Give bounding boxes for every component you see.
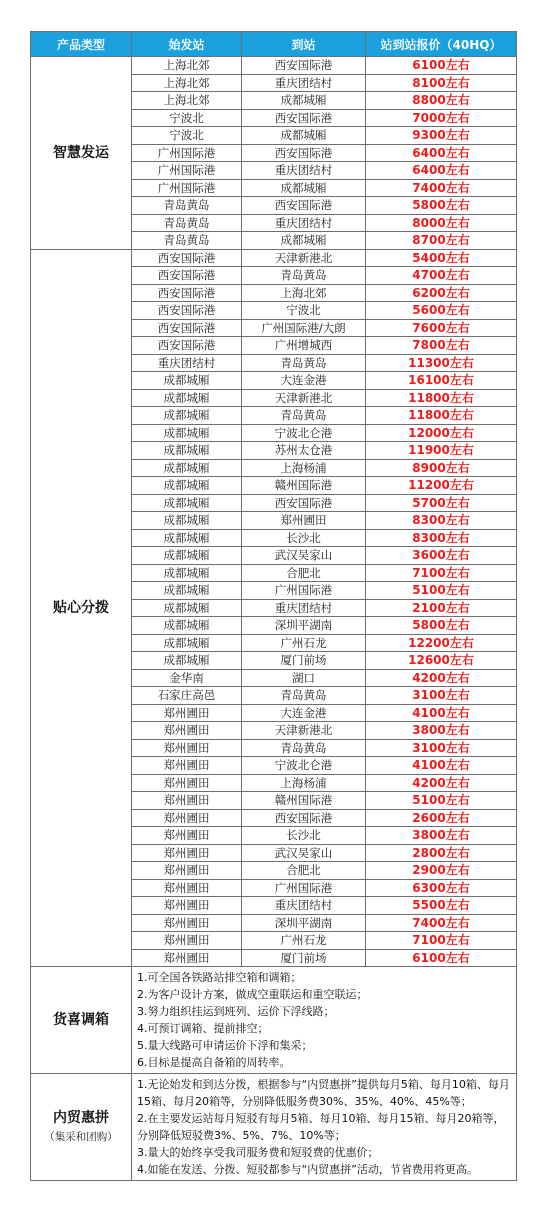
price-table-container <box>30 31 516 1181</box>
destination-cell: 厦门前场 <box>242 949 366 967</box>
destination-cell: 青岛黄岛 <box>242 354 366 372</box>
origin-cell: 郑州圃田 <box>132 897 242 915</box>
price-cell: 12600左右 <box>366 652 517 670</box>
destination-cell: 青岛黄岛 <box>242 267 366 285</box>
price-cell: 8300左右 <box>366 529 517 547</box>
origin-cell: 重庆团结村 <box>132 354 242 372</box>
price-cell: 2900左右 <box>366 862 517 880</box>
price-cell: 7100左右 <box>366 564 517 582</box>
destination-cell: 广州石龙 <box>242 634 366 652</box>
price-cell: 8000左右 <box>366 214 517 232</box>
origin-cell: 广州国际港 <box>132 179 242 197</box>
notes-row <box>31 967 517 1074</box>
destination-cell: 西安国际港 <box>242 57 366 75</box>
origin-cell: 成都城厢 <box>132 652 242 670</box>
origin-cell: 广州国际港 <box>132 144 242 162</box>
price-cell: 8800左右 <box>366 92 517 110</box>
note-line: 4.如能在发送、分拨、短驳都参与“内贸惠拼”活动，节省费用将更高。 <box>137 1163 478 1176</box>
origin-cell: 郑州圃田 <box>132 722 242 740</box>
origin-cell: 广州国际港 <box>132 162 242 180</box>
destination-cell: 长沙北 <box>242 827 366 845</box>
origin-cell: 成都城厢 <box>132 494 242 512</box>
destination-cell: 宁波北仑港 <box>242 424 366 442</box>
destination-cell: 青岛黄岛 <box>242 407 366 425</box>
destination-cell: 上海杨浦 <box>242 459 366 477</box>
origin-cell: 郑州圃田 <box>132 704 242 722</box>
origin-cell: 西安国际港 <box>132 249 242 267</box>
origin-cell: 成都城厢 <box>132 529 242 547</box>
destination-cell: 重庆团结村 <box>242 214 366 232</box>
origin-cell: 成都城厢 <box>132 477 242 495</box>
origin-cell: 郑州圃田 <box>132 949 242 967</box>
price-cell: 8900左右 <box>366 459 517 477</box>
destination-cell: 大连金港 <box>242 704 366 722</box>
destination-cell: 西安国际港 <box>242 197 366 215</box>
origin-cell: 金华南 <box>132 669 242 687</box>
price-cell: 12000左右 <box>366 424 517 442</box>
note-line: 1.可全国各铁路站排空箱和调箱； <box>137 971 302 984</box>
price-cell: 7400左右 <box>366 914 517 932</box>
notes-category-title: 内贸惠拼 <box>53 1109 109 1126</box>
destination-cell: 宁波北仑港 <box>242 757 366 775</box>
destination-cell: 重庆团结村 <box>242 74 366 92</box>
price-cell: 5800左右 <box>366 197 517 215</box>
destination-cell: 上海北郊 <box>242 284 366 302</box>
destination-cell: 西安国际港 <box>242 809 366 827</box>
destination-cell: 西安国际港 <box>242 109 366 127</box>
notes-content <box>132 967 517 1074</box>
origin-cell: 成都城厢 <box>132 389 242 407</box>
header-category: 产品类型 <box>31 32 132 57</box>
price-cell: 2100左右 <box>366 599 517 617</box>
destination-cell: 广州国际港 <box>242 879 366 897</box>
destination-cell: 深圳平湖南 <box>242 617 366 635</box>
destination-cell: 西安国际港 <box>242 494 366 512</box>
destination-cell: 青岛黄岛 <box>242 687 366 705</box>
origin-cell: 郑州圃田 <box>132 862 242 880</box>
destination-cell: 武汉吴家山 <box>242 844 366 862</box>
note-line: 3.量大的始终享受我司服务费和短驳费的优惠价； <box>137 1146 379 1159</box>
price-cell: 6100左右 <box>366 949 517 967</box>
price-cell: 4100左右 <box>366 704 517 722</box>
destination-cell: 郑州圃田 <box>242 512 366 530</box>
price-cell: 5100左右 <box>366 792 517 810</box>
origin-cell: 成都城厢 <box>132 582 242 600</box>
header-price: 站到站报价（40HQ） <box>366 32 517 57</box>
origin-cell: 西安国际港 <box>132 302 242 320</box>
destination-cell: 长沙北 <box>242 529 366 547</box>
price-cell: 16100左右 <box>366 372 517 390</box>
price-cell: 4100左右 <box>366 757 517 775</box>
note-line: 6.目标是提高自备箱的周转率。 <box>137 1056 291 1069</box>
origin-cell: 成都城厢 <box>132 442 242 460</box>
category-cell: 贴心分拨 <box>31 249 132 967</box>
origin-cell: 成都城厢 <box>132 372 242 390</box>
destination-cell: 上海杨浦 <box>242 774 366 792</box>
origin-cell: 上海北郊 <box>132 57 242 75</box>
price-cell: 7600左右 <box>366 319 517 337</box>
destination-cell: 大连金港 <box>242 372 366 390</box>
price-cell: 3800左右 <box>366 722 517 740</box>
destination-cell: 赣州国际港 <box>242 477 366 495</box>
destination-cell: 宁波北 <box>242 302 366 320</box>
origin-cell: 郑州圃田 <box>132 932 242 950</box>
origin-cell: 成都城厢 <box>132 634 242 652</box>
price-cell: 11800左右 <box>366 407 517 425</box>
price-cell: 5100左右 <box>366 582 517 600</box>
note-line: 2.为客户设计方案，做成空重联运和重空联运； <box>137 988 368 1001</box>
origin-cell: 成都城厢 <box>132 547 242 565</box>
table-row <box>31 249 517 267</box>
origin-cell: 西安国际港 <box>132 267 242 285</box>
price-cell: 4200左右 <box>366 774 517 792</box>
price-table <box>30 31 517 1181</box>
origin-cell: 成都城厢 <box>132 617 242 635</box>
notes-content <box>132 1074 517 1181</box>
price-cell: 6400左右 <box>366 144 517 162</box>
origin-cell: 西安国际港 <box>132 319 242 337</box>
origin-cell: 成都城厢 <box>132 407 242 425</box>
price-cell: 2800左右 <box>366 844 517 862</box>
origin-cell: 宁波北 <box>132 109 242 127</box>
price-cell: 8300左右 <box>366 512 517 530</box>
destination-cell: 广州石龙 <box>242 932 366 950</box>
notes-row <box>31 1074 517 1181</box>
table-body <box>31 57 517 1181</box>
price-cell: 6400左右 <box>366 162 517 180</box>
destination-cell: 青岛黄岛 <box>242 739 366 757</box>
price-cell: 5800左右 <box>366 617 517 635</box>
price-cell: 11300左右 <box>366 354 517 372</box>
price-cell: 11200左右 <box>366 477 517 495</box>
origin-cell: 郑州圃田 <box>132 774 242 792</box>
destination-cell: 成都城厢 <box>242 179 366 197</box>
header-origin: 始发站 <box>132 32 242 57</box>
destination-cell: 赣州国际港 <box>242 792 366 810</box>
destination-cell: 成都城厢 <box>242 92 366 110</box>
destination-cell: 合肥北 <box>242 862 366 880</box>
origin-cell: 郑州圃田 <box>132 879 242 897</box>
origin-cell: 成都城厢 <box>132 424 242 442</box>
notes-category-cell <box>31 1074 132 1181</box>
destination-cell: 西安国际港 <box>242 144 366 162</box>
destination-cell: 广州国际港/大朗 <box>242 319 366 337</box>
price-cell: 3600左右 <box>366 547 517 565</box>
origin-cell: 石家庄高邑 <box>132 687 242 705</box>
destination-cell: 厦门前场 <box>242 652 366 670</box>
origin-cell: 青岛黄岛 <box>132 214 242 232</box>
notes-category-cell <box>31 967 132 1074</box>
destination-cell: 广州国际港 <box>242 582 366 600</box>
destination-cell: 成都城厢 <box>242 232 366 250</box>
origin-cell: 郑州圃田 <box>132 844 242 862</box>
destination-cell: 合肥北 <box>242 564 366 582</box>
origin-cell: 郑州圃田 <box>132 757 242 775</box>
price-cell: 2600左右 <box>366 809 517 827</box>
price-cell: 5600左右 <box>366 302 517 320</box>
origin-cell: 成都城厢 <box>132 564 242 582</box>
destination-cell: 湖口 <box>242 669 366 687</box>
price-cell: 6300左右 <box>366 879 517 897</box>
destination-cell: 重庆团结村 <box>242 162 366 180</box>
destination-cell: 武汉吴家山 <box>242 547 366 565</box>
destination-cell: 重庆团结村 <box>242 897 366 915</box>
price-cell: 3100左右 <box>366 739 517 757</box>
destination-cell: 成都城厢 <box>242 127 366 145</box>
origin-cell: 宁波北 <box>132 127 242 145</box>
origin-cell: 青岛黄岛 <box>132 232 242 250</box>
destination-cell: 广州增城西 <box>242 337 366 355</box>
origin-cell: 郑州圃田 <box>132 827 242 845</box>
price-cell: 8700左右 <box>366 232 517 250</box>
price-cell: 5700左右 <box>366 494 517 512</box>
price-cell: 5400左右 <box>366 249 517 267</box>
price-cell: 7800左右 <box>366 337 517 355</box>
price-cell: 7000左右 <box>366 109 517 127</box>
notes-category-title: 货喜调箱 <box>53 1012 109 1028</box>
price-cell: 3800左右 <box>366 827 517 845</box>
destination-cell: 重庆团结村 <box>242 599 366 617</box>
price-cell: 12200左右 <box>366 634 517 652</box>
origin-cell: 西安国际港 <box>132 284 242 302</box>
origin-cell: 郑州圃田 <box>132 739 242 757</box>
note-line: 4.可预订调箱、提前排空； <box>137 1022 269 1035</box>
price-cell: 4200左右 <box>366 669 517 687</box>
table-row <box>31 57 517 75</box>
price-cell: 7400左右 <box>366 179 517 197</box>
price-cell: 3100左右 <box>366 687 517 705</box>
header-destination: 到站 <box>242 32 366 57</box>
price-cell: 7100左右 <box>366 932 517 950</box>
note-line: 3.努力组织挂运到班列、运价下浮线路； <box>137 1005 335 1018</box>
origin-cell: 郑州圃田 <box>132 809 242 827</box>
origin-cell: 西安国际港 <box>132 337 242 355</box>
price-cell: 9300左右 <box>366 127 517 145</box>
table-header-row <box>31 32 517 57</box>
price-cell: 6200左右 <box>366 284 517 302</box>
origin-cell: 成都城厢 <box>132 599 242 617</box>
origin-cell: 成都城厢 <box>132 459 242 477</box>
note-line: 2.在主要发运站每月短驳有每月5箱、每月10箱、每月15箱、每月20箱等，分别降低短驳费3%、5%、7%、10%等； <box>137 1112 505 1142</box>
destination-cell: 苏州太仓港 <box>242 442 366 460</box>
destination-cell: 天津新港北 <box>242 722 366 740</box>
price-cell: 11800左右 <box>366 389 517 407</box>
destination-cell: 天津新港北 <box>242 249 366 267</box>
price-cell: 5500左右 <box>366 897 517 915</box>
origin-cell: 青岛黄岛 <box>132 197 242 215</box>
notes-category-subtitle: （集采和团购） <box>44 1130 118 1143</box>
origin-cell: 上海北郊 <box>132 92 242 110</box>
origin-cell: 上海北郊 <box>132 74 242 92</box>
price-cell: 6100左右 <box>366 57 517 75</box>
origin-cell: 郑州圃田 <box>132 792 242 810</box>
price-cell: 11900左右 <box>366 442 517 460</box>
note-line: 1.无论始发和到达分拨，根据参与“内贸惠拼”提供每月5箱、每月10箱、每月15箱、每月20箱等，分别降低服务费30%、35%、40%、45%等； <box>137 1078 510 1108</box>
origin-cell: 成都城厢 <box>132 512 242 530</box>
origin-cell: 郑州圃田 <box>132 914 242 932</box>
destination-cell: 天津新港北 <box>242 389 366 407</box>
destination-cell: 深圳平湖南 <box>242 914 366 932</box>
price-cell: 4700左右 <box>366 267 517 285</box>
price-cell: 8100左右 <box>366 74 517 92</box>
note-line: 5.量大线路可申请运价下浮和集采； <box>137 1039 313 1052</box>
category-cell: 智慧发运 <box>31 57 132 250</box>
